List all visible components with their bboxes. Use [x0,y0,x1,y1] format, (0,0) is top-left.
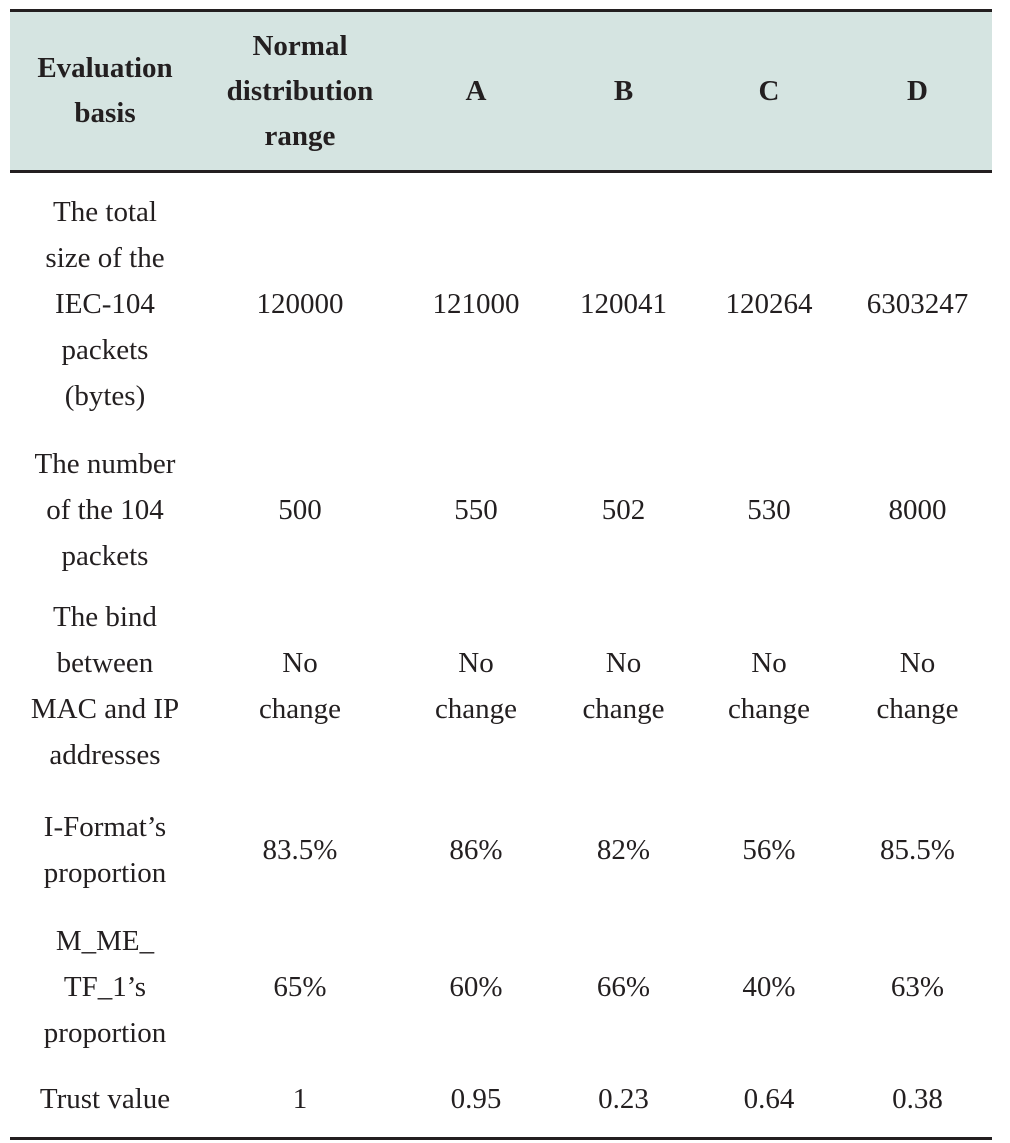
table-cell: No change [258,646,342,725]
table-cell: No change [876,646,959,725]
table-cell: 0.38 [843,1061,992,1139]
table-cell: 6303247 [866,288,969,321]
table-cell: 60% [449,970,503,1003]
header-b: B [552,11,695,172]
table-cell: 63% [890,970,945,1003]
table-cell: 0.64 [695,1061,843,1139]
evaluation-table [10,9,992,1140]
header-row [10,11,992,172]
table-cell: 550 [454,494,498,526]
header-evaluation-basis: Evaluation basis [10,11,200,172]
table-cell: 66% [596,970,651,1003]
table-body [10,172,992,1139]
table-cell: 83.5% [262,833,338,866]
table-row [10,172,992,436]
row-label: The bind between MAC and IP addresses [30,600,180,771]
header-c: C [695,11,843,172]
table-row [10,436,992,585]
table-cell: No change [727,646,811,725]
table-cell: 40% [742,970,796,1003]
table-cell: 120000 [256,288,344,321]
table-cell: 0.95 [400,1061,552,1139]
table-cell: 86% [449,833,503,866]
evaluation-table-container [10,9,992,1140]
table-row [10,913,992,1061]
table-cell: 500 [278,494,322,526]
row-label: The number of the 104 packets [34,448,176,572]
table-row [10,585,992,787]
table-cell: 120264 [725,288,813,321]
table-cell: No change [582,646,665,725]
table-row [10,1061,992,1139]
table-cell: No change [434,646,518,725]
table-cell: 8000 [888,494,947,526]
table-header [10,11,992,172]
table-cell: 56% [742,833,796,866]
table-cell: 0.23 [552,1061,695,1139]
table-cell: 120041 [580,288,667,321]
table-cell: 530 [747,494,791,526]
row-label: I-Format’s proportion [43,810,167,889]
table-cell: 1 [200,1061,400,1139]
table-cell: 82% [596,833,651,866]
row-label: M_ME_ TF_1’s proportion [43,924,167,1049]
table-cell: 65% [273,970,327,1003]
table-cell: 502 [601,494,646,526]
table-cell: 121000 [432,288,520,321]
header-a: A [400,11,552,172]
header-d: D [843,11,992,172]
table-cell: 85.5% [880,833,955,866]
row-label: The total size of the IEC-104 packets (bytes) [45,196,165,413]
header-normal-distribution-range: Normal distribution range [200,11,400,172]
table-row [10,787,992,913]
row-label: Trust value [10,1061,200,1139]
